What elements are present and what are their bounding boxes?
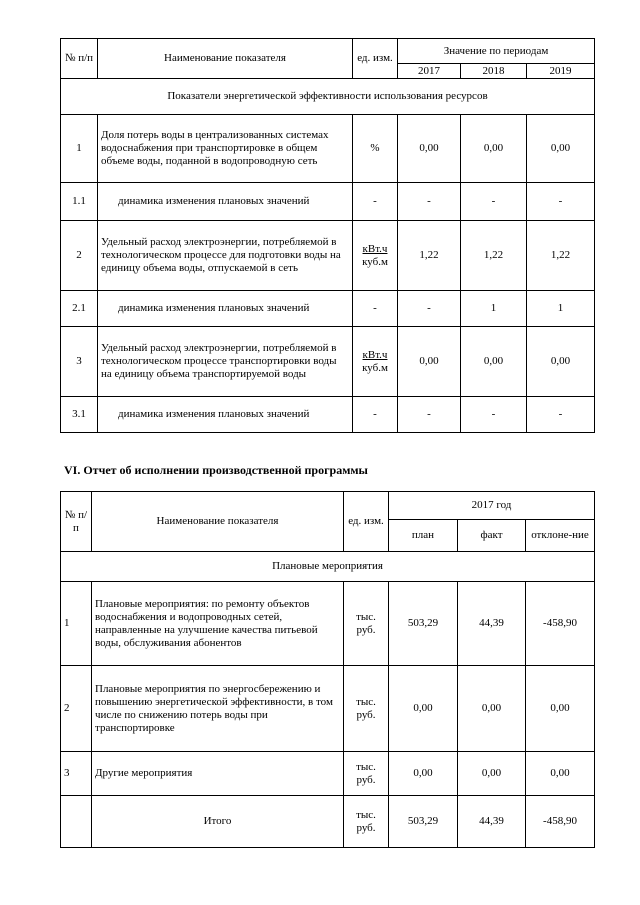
- row-value: -: [527, 397, 595, 433]
- unit-denominator: куб.м: [362, 255, 388, 268]
- header-year: 2018: [461, 64, 527, 79]
- row-num: 1.1: [61, 183, 98, 221]
- row-name: динамика изменения плановых значений: [98, 291, 353, 327]
- header-year: 2017 год: [389, 492, 595, 520]
- header-unit: ед. изм.: [344, 492, 389, 552]
- header-year: 2017: [398, 64, 461, 79]
- row-value: 0,00: [398, 327, 461, 397]
- row-value: -: [398, 183, 461, 221]
- total-plan: 503,29: [389, 796, 458, 848]
- section-title: Плановые мероприятия: [61, 552, 595, 582]
- row-num: 3: [61, 327, 98, 397]
- row-unit: -: [353, 183, 398, 221]
- row-unit: тыс. руб.: [344, 666, 389, 752]
- row-name: Доля потерь воды в централизованных системах водоснабжения при транспортировке в общем объеме воды, поданной в водопроводную сеть: [98, 115, 353, 183]
- row-num: 2.1: [61, 291, 98, 327]
- row-num: 3.1: [61, 397, 98, 433]
- row-name: Плановые мероприятия: по ремонту объектов водоснабжения и водопроводных сетей, направленные на улучшение качества питьевой воды, обслуживания абонентов: [92, 582, 344, 666]
- header-unit: ед. изм.: [353, 39, 398, 79]
- row-name: Удельный расход электроэнергии, потребляемой в технологическом процессе для подготовки воды на единицу объема воды, отпускаемой в сеть: [98, 221, 353, 291]
- energy-efficiency-table: [60, 38, 595, 433]
- row-num: 1: [61, 115, 98, 183]
- row-value: 0,00: [527, 115, 595, 183]
- header-name: Наименование показателя: [92, 492, 344, 552]
- row-unit: [353, 327, 398, 397]
- row-fact: 0,00: [458, 752, 526, 796]
- unit-denominator: куб.м: [362, 361, 388, 374]
- row-value: -: [461, 397, 527, 433]
- row-name: динамика изменения плановых значений: [98, 397, 353, 433]
- row-num: 2: [61, 221, 98, 291]
- unit-numerator: кВт.ч: [362, 348, 388, 361]
- row-value: 1,22: [461, 221, 527, 291]
- section-heading: VI. Отчет об исполнении производственной программы: [64, 463, 368, 477]
- row-value: -: [398, 397, 461, 433]
- total-label: Итого: [92, 796, 344, 848]
- section-title: Показатели энергетической эффективности использования ресурсов: [61, 79, 595, 115]
- row-value: 1: [461, 291, 527, 327]
- row-num: 2: [61, 666, 92, 752]
- header-periods: Значение по периодам: [398, 39, 595, 64]
- row-value: 1: [527, 291, 595, 327]
- row-plan: 0,00: [389, 752, 458, 796]
- header-plan: план: [389, 520, 458, 552]
- row-num: 3: [61, 752, 92, 796]
- row-deviation: -458,90: [526, 582, 595, 666]
- row-value: -: [527, 183, 595, 221]
- header-year: 2019: [527, 64, 595, 79]
- row-value: 1,22: [527, 221, 595, 291]
- header-num: № п/п: [61, 39, 98, 79]
- total-deviation: -458,90: [526, 796, 595, 848]
- row-unit: -: [353, 397, 398, 433]
- row-name: Другие мероприятия: [92, 752, 344, 796]
- header-deviation: отклоне-ние: [526, 520, 595, 552]
- header-num: № п/п: [61, 492, 92, 552]
- production-program-table: [60, 491, 595, 848]
- row-name: динамика изменения плановых значений: [98, 183, 353, 221]
- row-fact: 44,39: [458, 582, 526, 666]
- row-num: 1: [61, 582, 92, 666]
- total-num: [61, 796, 92, 848]
- row-value: 0,00: [527, 327, 595, 397]
- row-unit: -: [353, 291, 398, 327]
- row-unit: [353, 221, 398, 291]
- row-name: Удельный расход электроэнергии, потребляемой в технологическом процессе транспортировки воды на единицу объема транспортируемой воды: [98, 327, 353, 397]
- row-value: 0,00: [461, 327, 527, 397]
- total-fact: 44,39: [458, 796, 526, 848]
- row-unit: %: [353, 115, 398, 183]
- row-plan: 0,00: [389, 666, 458, 752]
- row-unit: тыс. руб.: [344, 752, 389, 796]
- row-plan: 503,29: [389, 582, 458, 666]
- unit-numerator: кВт.ч: [362, 242, 388, 255]
- row-name: Плановые мероприятия по энергосбережению и повышению энергетической эффективности, в том числе по снижению потерь воды при транспортировке: [92, 666, 344, 752]
- row-value: 0,00: [398, 115, 461, 183]
- row-value: 1,22: [398, 221, 461, 291]
- row-value: -: [398, 291, 461, 327]
- row-unit: тыс. руб.: [344, 582, 389, 666]
- row-value: -: [461, 183, 527, 221]
- row-value: 0,00: [461, 115, 527, 183]
- row-deviation: 0,00: [526, 752, 595, 796]
- row-fact: 0,00: [458, 666, 526, 752]
- row-deviation: 0,00: [526, 666, 595, 752]
- total-unit: тыс. руб.: [344, 796, 389, 848]
- header-name: Наименование показателя: [98, 39, 353, 79]
- header-fact: факт: [458, 520, 526, 552]
